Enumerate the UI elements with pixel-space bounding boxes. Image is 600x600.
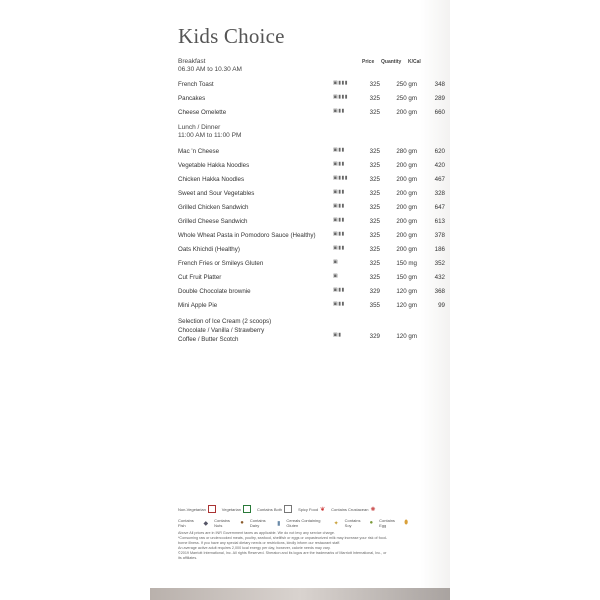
legend-label: Non-Vegetarian <box>178 506 206 512</box>
item-price: 325 <box>369 260 380 267</box>
note-kcal: An average active adult requires 2,000 kcal energy per day, however, calorie needs may vary. <box>178 546 331 550</box>
item-kcal: 420 <box>434 162 445 169</box>
legend-label: Contains Crustacean <box>331 506 369 512</box>
price-header: Price <box>362 59 375 65</box>
item-price: 325 <box>369 81 380 88</box>
item-kcal: 378 <box>434 232 445 239</box>
menu-item-row <box>178 218 448 228</box>
item-quantity: 200 gm <box>396 232 417 239</box>
dietary-icons: ▣▮▮ <box>333 287 345 293</box>
menu-item-row <box>178 95 448 105</box>
item-kcal: 613 <box>434 218 445 225</box>
menu-item-row <box>178 288 448 298</box>
crab-icon: ✺ <box>370 506 376 513</box>
menu-item-row <box>178 176 448 186</box>
dietary-icons: ▣▮▮ <box>333 108 345 114</box>
legend-label: Vegetarian <box>221 506 241 512</box>
legend-fish <box>178 518 208 528</box>
chili-icon: ❦ <box>320 506 326 513</box>
item-name: Mini Apple Pie <box>178 302 218 309</box>
menu-item-row <box>178 81 448 91</box>
menu-item-row <box>178 274 448 284</box>
item-name: Grilled Chicken Sandwich <box>178 204 249 211</box>
ice-cream-line-3: Coffee / Butter Scotch <box>178 336 239 343</box>
nut-icon: ● <box>240 520 244 526</box>
dietary-icons: ▣ <box>333 273 339 279</box>
item-name: Whole Wheat Pasta in Pomodoro Sauce (Healthy) <box>178 232 316 239</box>
lunch-section <box>178 124 241 140</box>
item-name: Chicken Hakka Noodles <box>178 176 245 183</box>
item-kcal: 467 <box>434 176 445 183</box>
item-kcal: 620 <box>434 148 445 155</box>
legend-label: Contains Egg <box>379 518 395 528</box>
legend-nuts <box>214 518 244 528</box>
menu-item-row <box>178 148 448 158</box>
item-quantity: 150 gm <box>396 274 417 281</box>
item-quantity: 120 gm <box>396 302 417 309</box>
item-quantity: 200 gm <box>396 162 417 169</box>
milk-icon: ▮ <box>277 520 281 527</box>
item-kcal: 660 <box>434 109 445 116</box>
item-name: French Fries or Smileys Gluten <box>178 260 264 267</box>
dietary-icons: ▣▮▮▮ <box>333 80 348 86</box>
lunch-time: 11:00 AM to 11:00 PM <box>178 132 242 139</box>
item-kcal: 348 <box>434 81 445 88</box>
note-raw-food: *Consuming raw or undercooked meats, poultry, seafood, shellfish or eggs or unpasteurized milk may increase your risk of food-borne illness. If you have any special dietary needs or restrictions, kindly inform our restaurant staff. <box>178 536 387 545</box>
item-kcal: 368 <box>434 288 445 295</box>
kcal-header: K/Cal <box>408 59 421 65</box>
dietary-icons: ▣▮▮ <box>333 203 345 209</box>
item-quantity: 250 gm <box>396 95 417 102</box>
menu-item-row <box>178 246 448 256</box>
menu-item-row <box>178 302 448 312</box>
non-veg-icon <box>208 505 216 513</box>
legend-label: Contains Fish <box>178 518 194 528</box>
menu-item-row <box>178 204 448 214</box>
item-name: Cheese Omelette <box>178 109 227 116</box>
item-price: 325 <box>369 218 380 225</box>
ice-cream-line-2: Chocolate / Vanilla / Strawberry <box>178 327 265 334</box>
item-price: 325 <box>369 95 380 102</box>
dietary-icons: ▣ <box>333 259 339 265</box>
breakfast-time: 06.30 AM to 10.30 AM <box>178 66 242 73</box>
legend-label: Contains Soy <box>344 518 361 528</box>
legend-egg <box>379 518 408 528</box>
item-quantity: 200 gm <box>396 109 417 116</box>
lunch-label: Lunch / Dinner <box>178 124 221 131</box>
wheat-icon: ✦ <box>333 520 339 527</box>
legend-label: Contains Dairy <box>249 518 266 528</box>
legend-soy <box>345 518 373 528</box>
item-quantity: 200 gm <box>396 218 417 225</box>
legend-spicy <box>298 506 325 513</box>
legend-gluten <box>286 518 338 528</box>
soy-icon: ● <box>369 520 374 526</box>
item-name: Sweet and Sour Vegetables <box>178 190 255 197</box>
dietary-icons: ▣▮▮▮ <box>333 175 348 181</box>
item-name: Double Chocolate brownie <box>178 288 251 295</box>
item-name: French Toast <box>178 81 214 88</box>
item-price: 325 <box>369 204 380 211</box>
item-kcal: 99 <box>438 302 445 309</box>
dietary-icons: ▣▮▮ <box>333 245 345 251</box>
item-price: 325 <box>369 162 380 169</box>
legend-label: Spicy Food <box>298 506 319 512</box>
ice-cream-line-1: Selection of Ice Cream (2 scoops) <box>178 318 272 325</box>
menu-title: Kids Choice <box>178 24 285 48</box>
menu-item-row <box>178 190 448 200</box>
item-quantity: 200 gm <box>396 176 417 183</box>
legend-veg <box>222 505 251 513</box>
legend-both <box>257 505 292 513</box>
dietary-icons: ▣▮▮▮ <box>333 94 348 100</box>
dietary-icons: ▣▮ <box>333 332 342 338</box>
item-quantity: 200 gm <box>396 190 417 197</box>
dietary-icons: ▣▮▮ <box>333 161 345 167</box>
item-price: 329 <box>369 333 380 340</box>
item-kcal: 186 <box>434 246 445 253</box>
item-name: Vegetable Hakka Noodles <box>178 162 250 169</box>
breakfast-section <box>178 58 242 74</box>
item-quantity: 120 gm <box>396 333 417 340</box>
item-kcal: 432 <box>434 274 445 281</box>
item-price: 325 <box>369 190 380 197</box>
legend-label: Cereals Containing Gluten <box>286 518 321 528</box>
legend-label: Contains Both <box>256 506 283 512</box>
egg-icon: ⬮ <box>404 519 408 526</box>
legend-non-veg <box>178 505 216 513</box>
dietary-icons: ▣▮▮ <box>333 231 345 237</box>
item-name: Mac 'n Cheese <box>178 148 220 155</box>
menu-notes <box>178 531 388 561</box>
breakfast-label: Breakfast <box>178 58 206 65</box>
legend-row-2 <box>178 518 408 528</box>
item-quantity: 150 mg <box>396 260 417 267</box>
item-quantity: 200 gm <box>396 246 417 253</box>
item-kcal: 352 <box>434 260 445 267</box>
quantity-header: Quantity <box>381 59 402 65</box>
item-quantity: 250 gm <box>396 81 417 88</box>
menu-item-row <box>178 260 448 270</box>
item-price: 325 <box>369 274 380 281</box>
legend-crustacean <box>331 506 375 513</box>
dietary-icons: ▣▮▮ <box>333 147 345 153</box>
fish-icon: ◆ <box>203 520 209 527</box>
item-price: 355 <box>369 302 380 309</box>
legend-row-1 <box>178 505 408 513</box>
dietary-icons: ▣▮▮ <box>333 189 345 195</box>
item-quantity: 200 gm <box>396 204 417 211</box>
item-name: Pancakes <box>178 95 206 102</box>
footer-bar <box>150 588 450 600</box>
item-name: Grilled Cheese Sandwich <box>178 218 248 225</box>
dietary-icons: ▣▮▮ <box>333 217 345 223</box>
item-price: 325 <box>369 246 380 253</box>
menu-item-row <box>178 232 448 242</box>
menu-page <box>150 0 450 600</box>
item-price: 325 <box>369 176 380 183</box>
ice-cream-values <box>178 333 448 343</box>
item-kcal: 647 <box>434 204 445 211</box>
both-icon <box>284 505 292 513</box>
note-copyright: ©2019 Marriott International, Inc. All rights Reserved. Sheraton and its logos are the trademarks of Marriott International, Inc., or its affiliates. <box>178 551 387 560</box>
menu-item-row <box>178 162 448 172</box>
item-price: 325 <box>369 109 380 116</box>
item-quantity: 120 gm <box>396 288 417 295</box>
veg-icon <box>243 505 251 513</box>
item-name: Cut Fruit Platter <box>178 274 222 281</box>
item-kcal: 328 <box>434 190 445 197</box>
item-price: 325 <box>369 232 380 239</box>
item-name: Oats Khichdi (Healthy) <box>178 246 240 253</box>
item-price: 329 <box>369 288 380 295</box>
item-price: 325 <box>369 148 380 155</box>
menu-item-row <box>178 109 448 119</box>
dietary-legend <box>178 505 408 533</box>
dietary-icons: ▣▮▮ <box>333 301 345 307</box>
item-quantity: 280 gm <box>396 148 417 155</box>
legend-label: Contains Nuts <box>214 518 230 528</box>
item-kcal: 289 <box>434 95 445 102</box>
legend-dairy <box>250 518 281 528</box>
note-taxes: Above All prices are in INR Government taxes as applicable. We do not levy any service charge. <box>178 531 335 535</box>
